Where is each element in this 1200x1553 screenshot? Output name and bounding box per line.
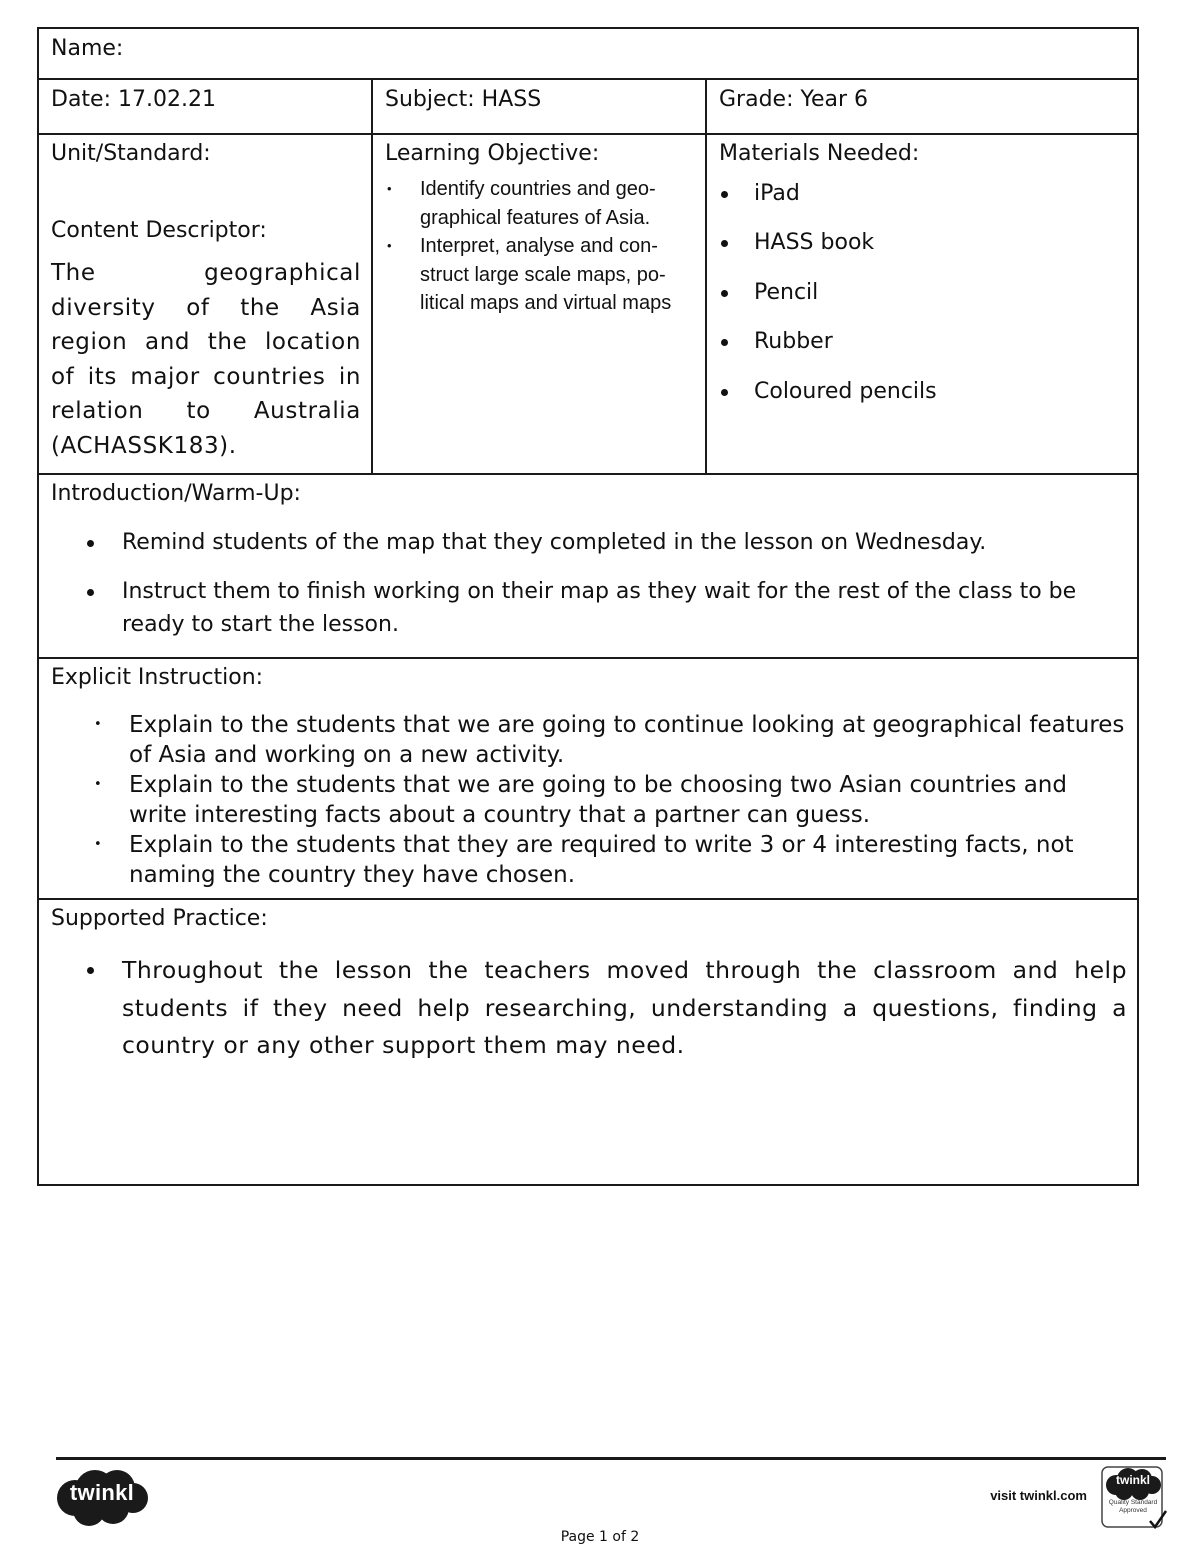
content-descriptor-label: Content Descriptor:	[51, 218, 267, 243]
visit-link[interactable]: visit twinkl.com	[990, 1488, 1087, 1503]
badge-title: twinkl	[1115, 1473, 1150, 1487]
support-title: Supported Practice:	[51, 906, 268, 931]
objective-list	[385, 175, 695, 318]
list-item: Remind students of the map that they completed in the lesson on Wednesday.	[51, 526, 1127, 559]
date-cell	[38, 79, 372, 134]
bullet-icon: •	[387, 238, 392, 253]
list-item: Coloured pencils	[719, 379, 1127, 405]
explicit-cell	[38, 658, 1138, 899]
list-item: • Identify countries and geo-graphical features of Asia.	[385, 175, 695, 232]
bullet-icon	[87, 589, 94, 596]
page-number: Page 1 of 2	[560, 1529, 640, 1545]
quality-badge	[1100, 1465, 1168, 1531]
objective-title: Learning Objective:	[385, 141, 600, 166]
list-item: • Explain to the students that we are going to continue looking at geographical features of Asia and working on a new activity.	[94, 712, 1125, 768]
list-item: Throughout the lesson the teachers moved through the classroom and help students if they need help researching, understanding a questions, finding a country or any other support them may need.	[51, 952, 1127, 1065]
support-list	[51, 952, 1127, 1065]
list-item: • Interpret, analyse and con-struct large scale maps, po-litical maps and virtual maps	[385, 232, 695, 318]
bullet-icon: •	[94, 777, 102, 792]
explicit-title: Explicit Instruction:	[51, 665, 264, 690]
subject-label: Subject: HASS	[385, 87, 542, 112]
name-cell	[38, 28, 1138, 79]
list-item: Instruct them to finish working on their map as they wait for the rest of the class to be ready to start the lesson.	[51, 575, 1127, 641]
date-label: Date: 17.02.21	[51, 87, 216, 112]
twinkl-logo[interactable]	[55, 1468, 149, 1526]
list-item: Rubber	[719, 329, 1127, 355]
bullet-icon	[721, 389, 728, 396]
bullet-icon	[721, 339, 728, 346]
bullet-icon	[721, 240, 728, 247]
lesson-plan-table	[37, 27, 1139, 1186]
explicit-list	[51, 710, 1127, 890]
content-descriptor-text: The geographical diversity of the Asia region and the location of its major countries in relation to Australia (ACHASSK183).	[51, 260, 361, 459]
grade-cell	[706, 79, 1138, 134]
list-item: HASS book	[719, 230, 1127, 256]
intro-cell	[38, 474, 1138, 658]
footer-divider	[56, 1457, 1166, 1460]
unit-title: Unit/Standard:	[51, 141, 211, 166]
bullet-icon: •	[94, 837, 102, 852]
bullet-icon	[87, 540, 94, 547]
materials-cell	[706, 134, 1138, 474]
bullet-icon: •	[94, 717, 102, 732]
bullet-icon	[87, 967, 94, 974]
bullet-icon	[721, 191, 728, 198]
objective-cell	[372, 134, 706, 474]
bullet-icon	[721, 290, 728, 297]
logo-text: twinkl	[69, 1480, 135, 1505]
materials-list	[719, 181, 1127, 405]
list-item: Pencil	[719, 280, 1127, 306]
list-item: iPad	[719, 181, 1127, 207]
bullet-icon: •	[387, 181, 392, 196]
support-cell	[38, 899, 1138, 1185]
name-label: Name:	[51, 36, 124, 61]
grade-label: Grade: Year 6	[719, 87, 869, 112]
badge-subtitle: Quality Standard Approved	[1108, 1499, 1158, 1514]
unit-cell	[38, 134, 372, 474]
list-item: • Explain to the students that they are required to write 3 or 4 interesting facts, not naming the country they have chosen.	[94, 832, 1074, 888]
intro-list	[51, 526, 1127, 641]
list-item: • Explain to the students that we are going to be choosing two Asian countries and write interesting facts about a country that a partner can guess.	[94, 772, 1067, 828]
materials-title: Materials Needed:	[719, 141, 920, 166]
intro-title: Introduction/Warm-Up:	[51, 481, 301, 506]
subject-cell	[372, 79, 706, 134]
